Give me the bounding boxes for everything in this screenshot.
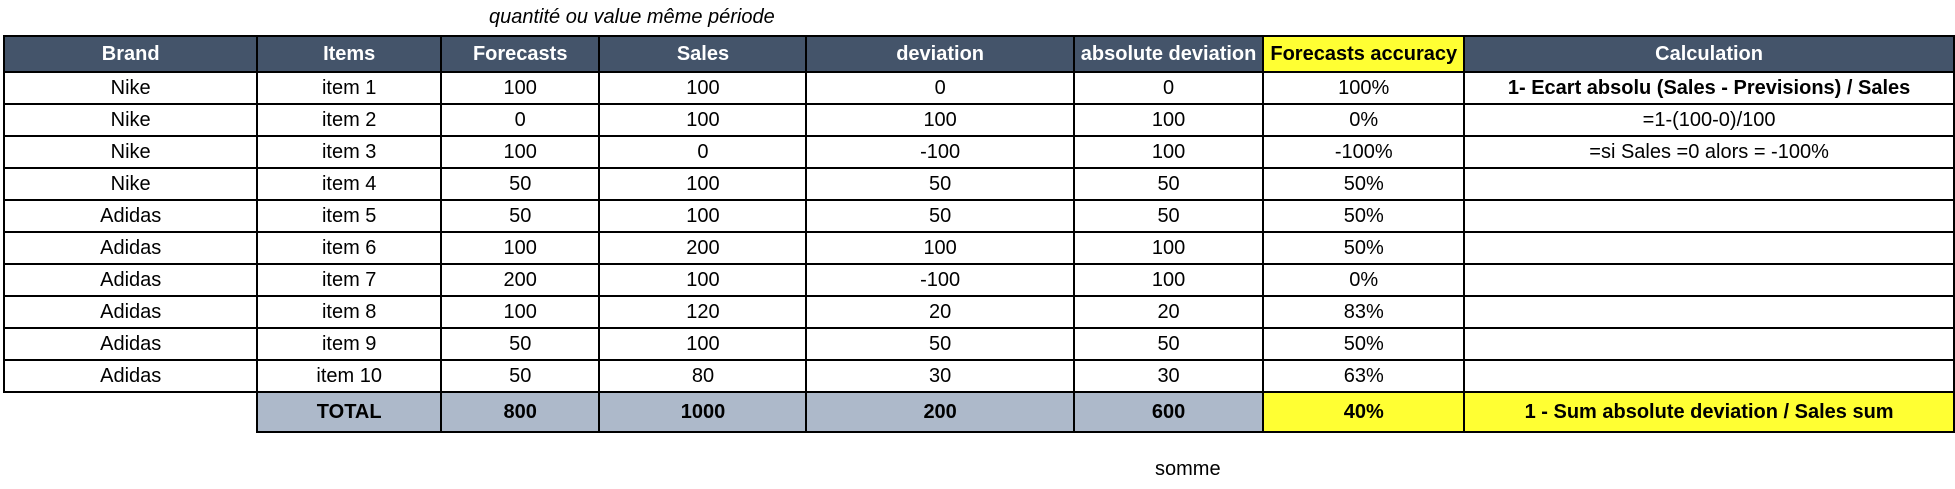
forecasts-cell[interactable]: 50 (441, 168, 599, 200)
accuracy-cell[interactable]: -100% (1263, 136, 1464, 168)
forecasts-cell[interactable]: 50 (441, 200, 599, 232)
total-accuracy[interactable]: 40% (1263, 392, 1464, 432)
forecasts-cell[interactable]: 0 (441, 104, 599, 136)
header-absolute-deviation[interactable]: absolute deviation (1074, 36, 1264, 72)
accuracy-cell[interactable]: 50% (1263, 232, 1464, 264)
forecasts-cell[interactable]: 100 (441, 136, 599, 168)
calculation-cell[interactable] (1464, 296, 1954, 328)
accuracy-cell[interactable]: 83% (1263, 296, 1464, 328)
forecasts-cell[interactable]: 100 (441, 296, 599, 328)
deviation-cell[interactable]: 20 (806, 296, 1073, 328)
deviation-cell[interactable]: 50 (806, 200, 1073, 232)
forecasts-cell[interactable]: 50 (441, 360, 599, 392)
item-cell[interactable]: item 8 (257, 296, 441, 328)
sales-cell[interactable]: 100 (599, 200, 806, 232)
brand-cell[interactable]: Nike (4, 104, 257, 136)
total-calculation[interactable]: 1 - Sum absolute deviation / Sales sum (1464, 392, 1954, 432)
sales-cell[interactable]: 100 (599, 104, 806, 136)
table-row (4, 328, 1954, 360)
absolute-deviation-cell[interactable]: 100 (1074, 264, 1264, 296)
absolute-deviation-cell[interactable]: 100 (1074, 136, 1264, 168)
absolute-deviation-cell[interactable]: 100 (1074, 232, 1264, 264)
table-row (4, 360, 1954, 392)
table-row (4, 200, 1954, 232)
sales-cell[interactable]: 100 (599, 328, 806, 360)
total-row (4, 392, 1954, 432)
absolute-deviation-cell[interactable]: 50 (1074, 168, 1264, 200)
item-cell[interactable]: item 3 (257, 136, 441, 168)
table-row (4, 168, 1954, 200)
total-absolute-deviation[interactable]: 600 (1074, 392, 1264, 432)
brand-cell[interactable]: Adidas (4, 296, 257, 328)
header-forecasts-accuracy[interactable]: Forecasts accuracy (1263, 36, 1464, 72)
item-cell[interactable]: item 9 (257, 328, 441, 360)
absolute-deviation-cell[interactable]: 20 (1074, 296, 1264, 328)
sales-cell[interactable]: 120 (599, 296, 806, 328)
table-row (4, 104, 1954, 136)
total-empty-cell (4, 392, 257, 432)
calculation-cell[interactable] (1464, 200, 1954, 232)
absolute-deviation-cell[interactable]: 50 (1074, 200, 1264, 232)
accuracy-cell[interactable]: 50% (1263, 200, 1464, 232)
calculation-cell[interactable] (1464, 360, 1954, 392)
sales-cell[interactable]: 200 (599, 232, 806, 264)
accuracy-cell[interactable]: 0% (1263, 104, 1464, 136)
deviation-cell[interactable]: 0 (806, 72, 1073, 104)
header-deviation[interactable]: deviation (806, 36, 1073, 72)
forecasts-cell[interactable]: 200 (441, 264, 599, 296)
sum-note: somme (1155, 458, 1221, 480)
absolute-deviation-cell[interactable]: 50 (1074, 328, 1264, 360)
item-cell[interactable]: item 2 (257, 104, 441, 136)
brand-cell[interactable]: Adidas (4, 328, 257, 360)
forecasts-cell[interactable]: 100 (441, 232, 599, 264)
deviation-cell[interactable]: 100 (806, 104, 1073, 136)
absolute-deviation-cell[interactable]: 0 (1074, 72, 1264, 104)
header-brand[interactable]: Brand (4, 36, 257, 72)
accuracy-cell[interactable]: 100% (1263, 72, 1464, 104)
accuracy-cell[interactable]: 63% (1263, 360, 1464, 392)
brand-cell[interactable]: Nike (4, 136, 257, 168)
calculation-cell[interactable]: =si Sales =0 alors = -100% (1464, 136, 1954, 168)
calculation-cell[interactable] (1464, 232, 1954, 264)
forecasts-cell[interactable]: 100 (441, 72, 599, 104)
total-forecasts[interactable]: 800 (441, 392, 599, 432)
header-forecasts[interactable]: Forecasts (441, 36, 599, 72)
deviation-cell[interactable]: -100 (806, 264, 1073, 296)
header-calculation[interactable]: Calculation (1464, 36, 1954, 72)
header-sales[interactable]: Sales (599, 36, 806, 72)
item-cell[interactable]: item 1 (257, 72, 441, 104)
table-row (4, 296, 1954, 328)
table-body (4, 72, 1954, 432)
header-row (4, 36, 1954, 72)
total-deviation[interactable]: 200 (806, 392, 1073, 432)
deviation-cell[interactable]: 50 (806, 328, 1073, 360)
accuracy-cell[interactable]: 50% (1263, 328, 1464, 360)
calculation-cell[interactable] (1464, 328, 1954, 360)
brand-cell[interactable]: Nike (4, 168, 257, 200)
sales-cell[interactable]: 100 (599, 264, 806, 296)
forecast-accuracy-table (3, 35, 1955, 433)
absolute-deviation-cell[interactable]: 100 (1074, 104, 1264, 136)
deviation-cell[interactable]: 30 (806, 360, 1073, 392)
calculation-cell[interactable] (1464, 264, 1954, 296)
deviation-cell[interactable]: 50 (806, 168, 1073, 200)
table-row (4, 72, 1954, 104)
calculation-cell[interactable]: 1- Ecart absolu (Sales - Previsions) / Sales (1464, 72, 1954, 104)
sales-cell[interactable]: 100 (599, 72, 806, 104)
brand-cell[interactable]: Adidas (4, 264, 257, 296)
accuracy-cell[interactable]: 50% (1263, 168, 1464, 200)
period-caption: quantité ou value même période (489, 6, 775, 28)
calculation-cell[interactable]: =1-(100-0)/100 (1464, 104, 1954, 136)
header-items[interactable]: Items (257, 36, 441, 72)
item-cell[interactable]: item 6 (257, 232, 441, 264)
item-cell[interactable]: item 5 (257, 200, 441, 232)
calculation-cell[interactable] (1464, 168, 1954, 200)
brand-cell[interactable]: Adidas (4, 360, 257, 392)
item-cell[interactable]: item 4 (257, 168, 441, 200)
brand-cell[interactable]: Adidas (4, 232, 257, 264)
brand-cell[interactable]: Adidas (4, 200, 257, 232)
table-row (4, 136, 1954, 168)
forecasts-cell[interactable]: 50 (441, 328, 599, 360)
item-cell[interactable]: item 7 (257, 264, 441, 296)
table-row (4, 264, 1954, 296)
table-row (4, 232, 1954, 264)
absolute-deviation-cell[interactable]: 30 (1074, 360, 1264, 392)
item-cell[interactable]: item 10 (257, 360, 441, 392)
deviation-cell[interactable]: 100 (806, 232, 1073, 264)
accuracy-cell[interactable]: 0% (1263, 264, 1464, 296)
total-label[interactable]: TOTAL (257, 392, 441, 432)
sales-cell[interactable]: 80 (599, 360, 806, 392)
sales-cell[interactable]: 0 (599, 136, 806, 168)
deviation-cell[interactable]: -100 (806, 136, 1073, 168)
brand-cell[interactable]: Nike (4, 72, 257, 104)
sales-cell[interactable]: 100 (599, 168, 806, 200)
total-sales[interactable]: 1000 (599, 392, 806, 432)
